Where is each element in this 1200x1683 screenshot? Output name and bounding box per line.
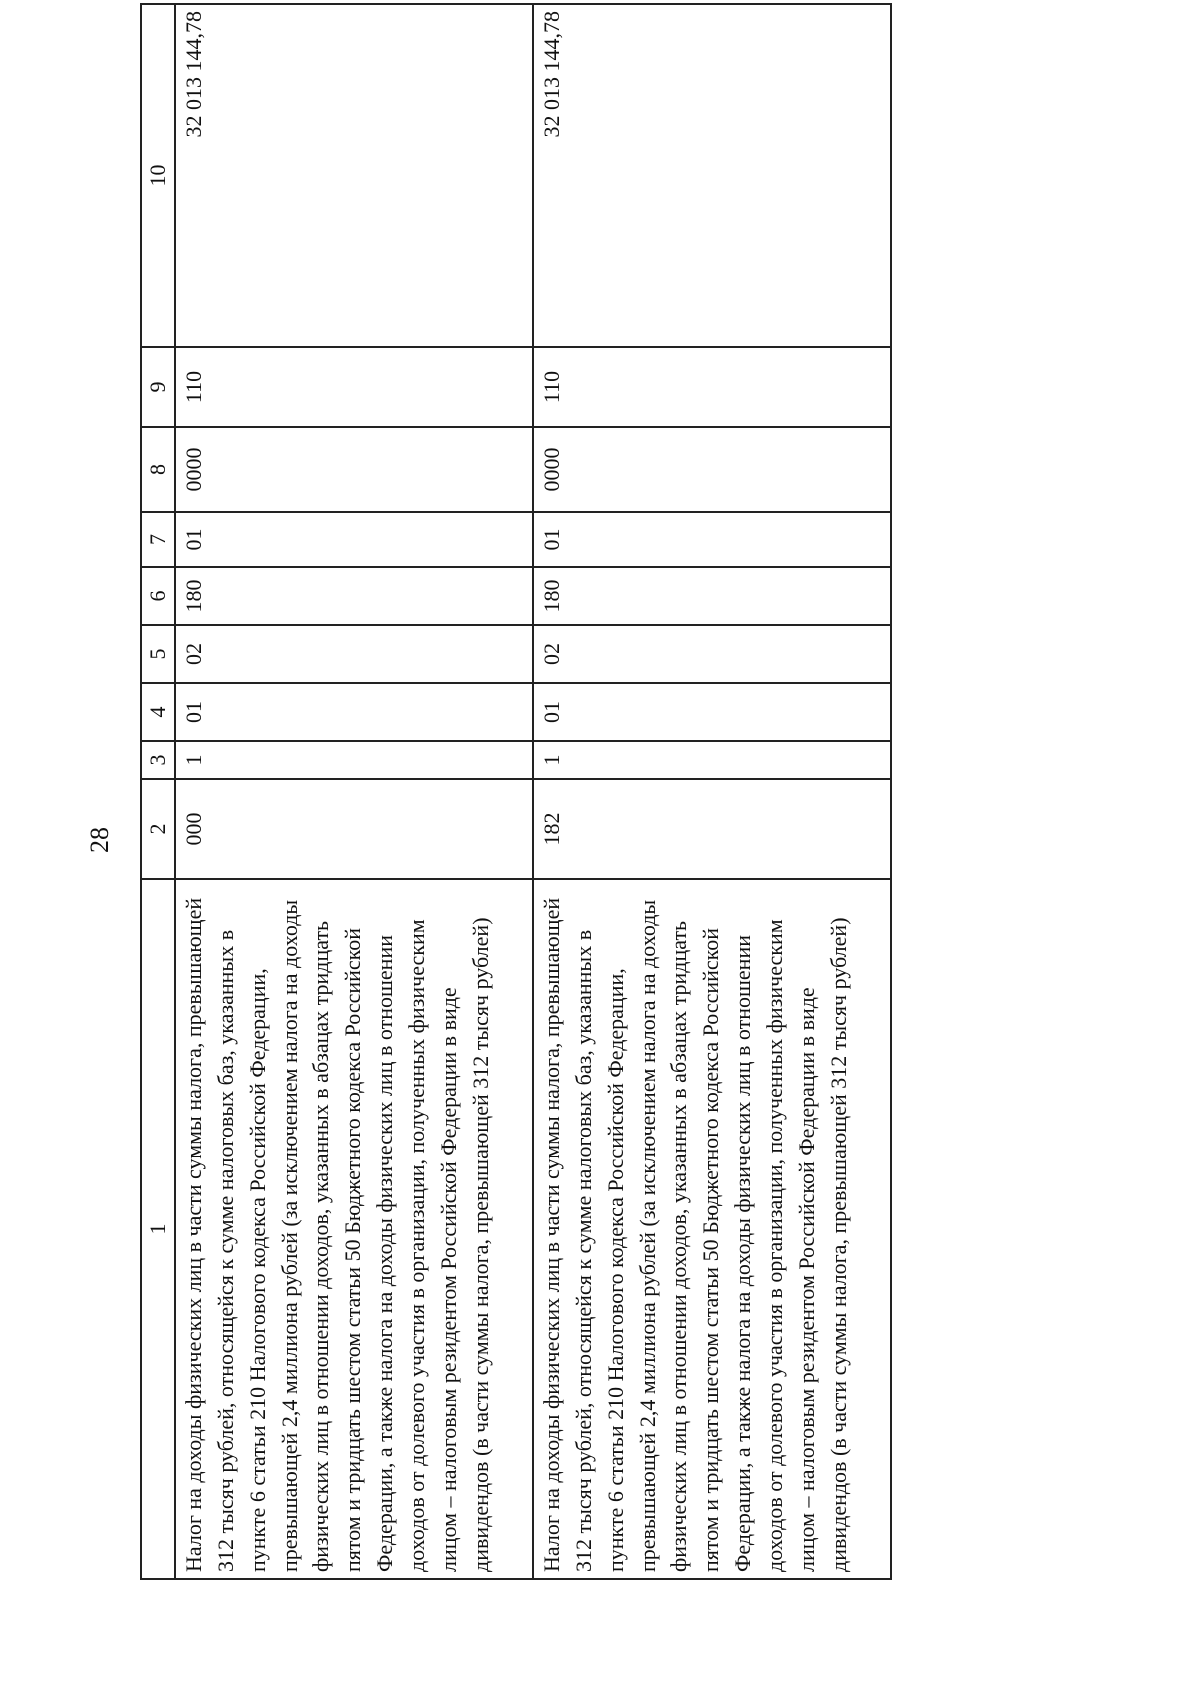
table-header-row [141,4,175,1579]
table-row [533,4,891,1579]
column-header: 2 [141,779,175,879]
column-header: 3 [141,741,175,779]
amount-cell: 32 013 144,78 [175,4,533,347]
group-code-cell: 1 [175,741,533,779]
subarticle-code-cell: 180 [175,567,533,625]
element-code-cell: 01 [175,512,533,567]
element-code-cell: 01 [533,512,891,567]
article-code-cell: 02 [175,625,533,683]
economic-code-cell: 110 [533,347,891,427]
row-description: Налог на доходы физических лиц в части суммы налога, превышающей 312 тысяч рублей, относящейся к сумме налоговых баз, указанных в пункте 6 статьи 210 Налогового кодекса Российской Федерации, превышающей 2,4 миллиона рублей (за исключением налога на доходы физических лиц в отношении доходов, указанных в абзацах тридцать пятом и тридцать шестом статьи 50 Бюджетного кодекса Российской Федерации, а также налога на доходы физических лиц в отношении доходов от долевого участия в организации, полученных физическим лицом – налоговым резидентом Российской Федерации в виде дивидендов (в части суммы налога, превышающей 312 тысяч рублей) [533,879,891,1579]
budget-table [140,3,892,1580]
admin-code-cell: 000 [175,779,533,879]
column-header: 9 [141,347,175,427]
program-code-cell: 0000 [533,427,891,512]
program-code-cell: 0000 [175,427,533,512]
group-code-cell: 1 [533,741,891,779]
budget-table-container [140,5,887,1580]
admin-code-cell: 182 [533,779,891,879]
table-row [175,4,533,1579]
subgroup-code-cell: 01 [533,683,891,741]
column-header: 10 [141,4,175,347]
subgroup-code-cell: 01 [175,683,533,741]
page-number: 28 [85,827,114,853]
column-header: 8 [141,427,175,512]
column-header: 1 [141,879,175,1579]
article-code-cell: 02 [533,625,891,683]
column-header: 4 [141,683,175,741]
column-header: 7 [141,512,175,567]
subarticle-code-cell: 180 [533,567,891,625]
economic-code-cell: 110 [175,347,533,427]
column-header: 5 [141,625,175,683]
column-header: 6 [141,567,175,625]
row-description: Налог на доходы физических лиц в части суммы налога, превышающей 312 тысяч рублей, относящейся к сумме налоговых баз, указанных в пункте 6 статьи 210 Налогового кодекса Российской Федерации, превышающей 2,4 миллиона рублей (за исключением налога на доходы физических лиц в отношении доходов, указанных в абзацах тридцать пятом и тридцать шестом статьи 50 Бюджетного кодекса Российской Федерации, а также налога на доходы физических лиц в отношении доходов от долевого участия в организации, полученных физическим лицом – налоговым резидентом Российской Федерации в виде дивидендов (в части суммы налога, превышающей 312 тысяч рублей) [175,879,533,1579]
amount-cell: 32 013 144,78 [533,4,891,347]
